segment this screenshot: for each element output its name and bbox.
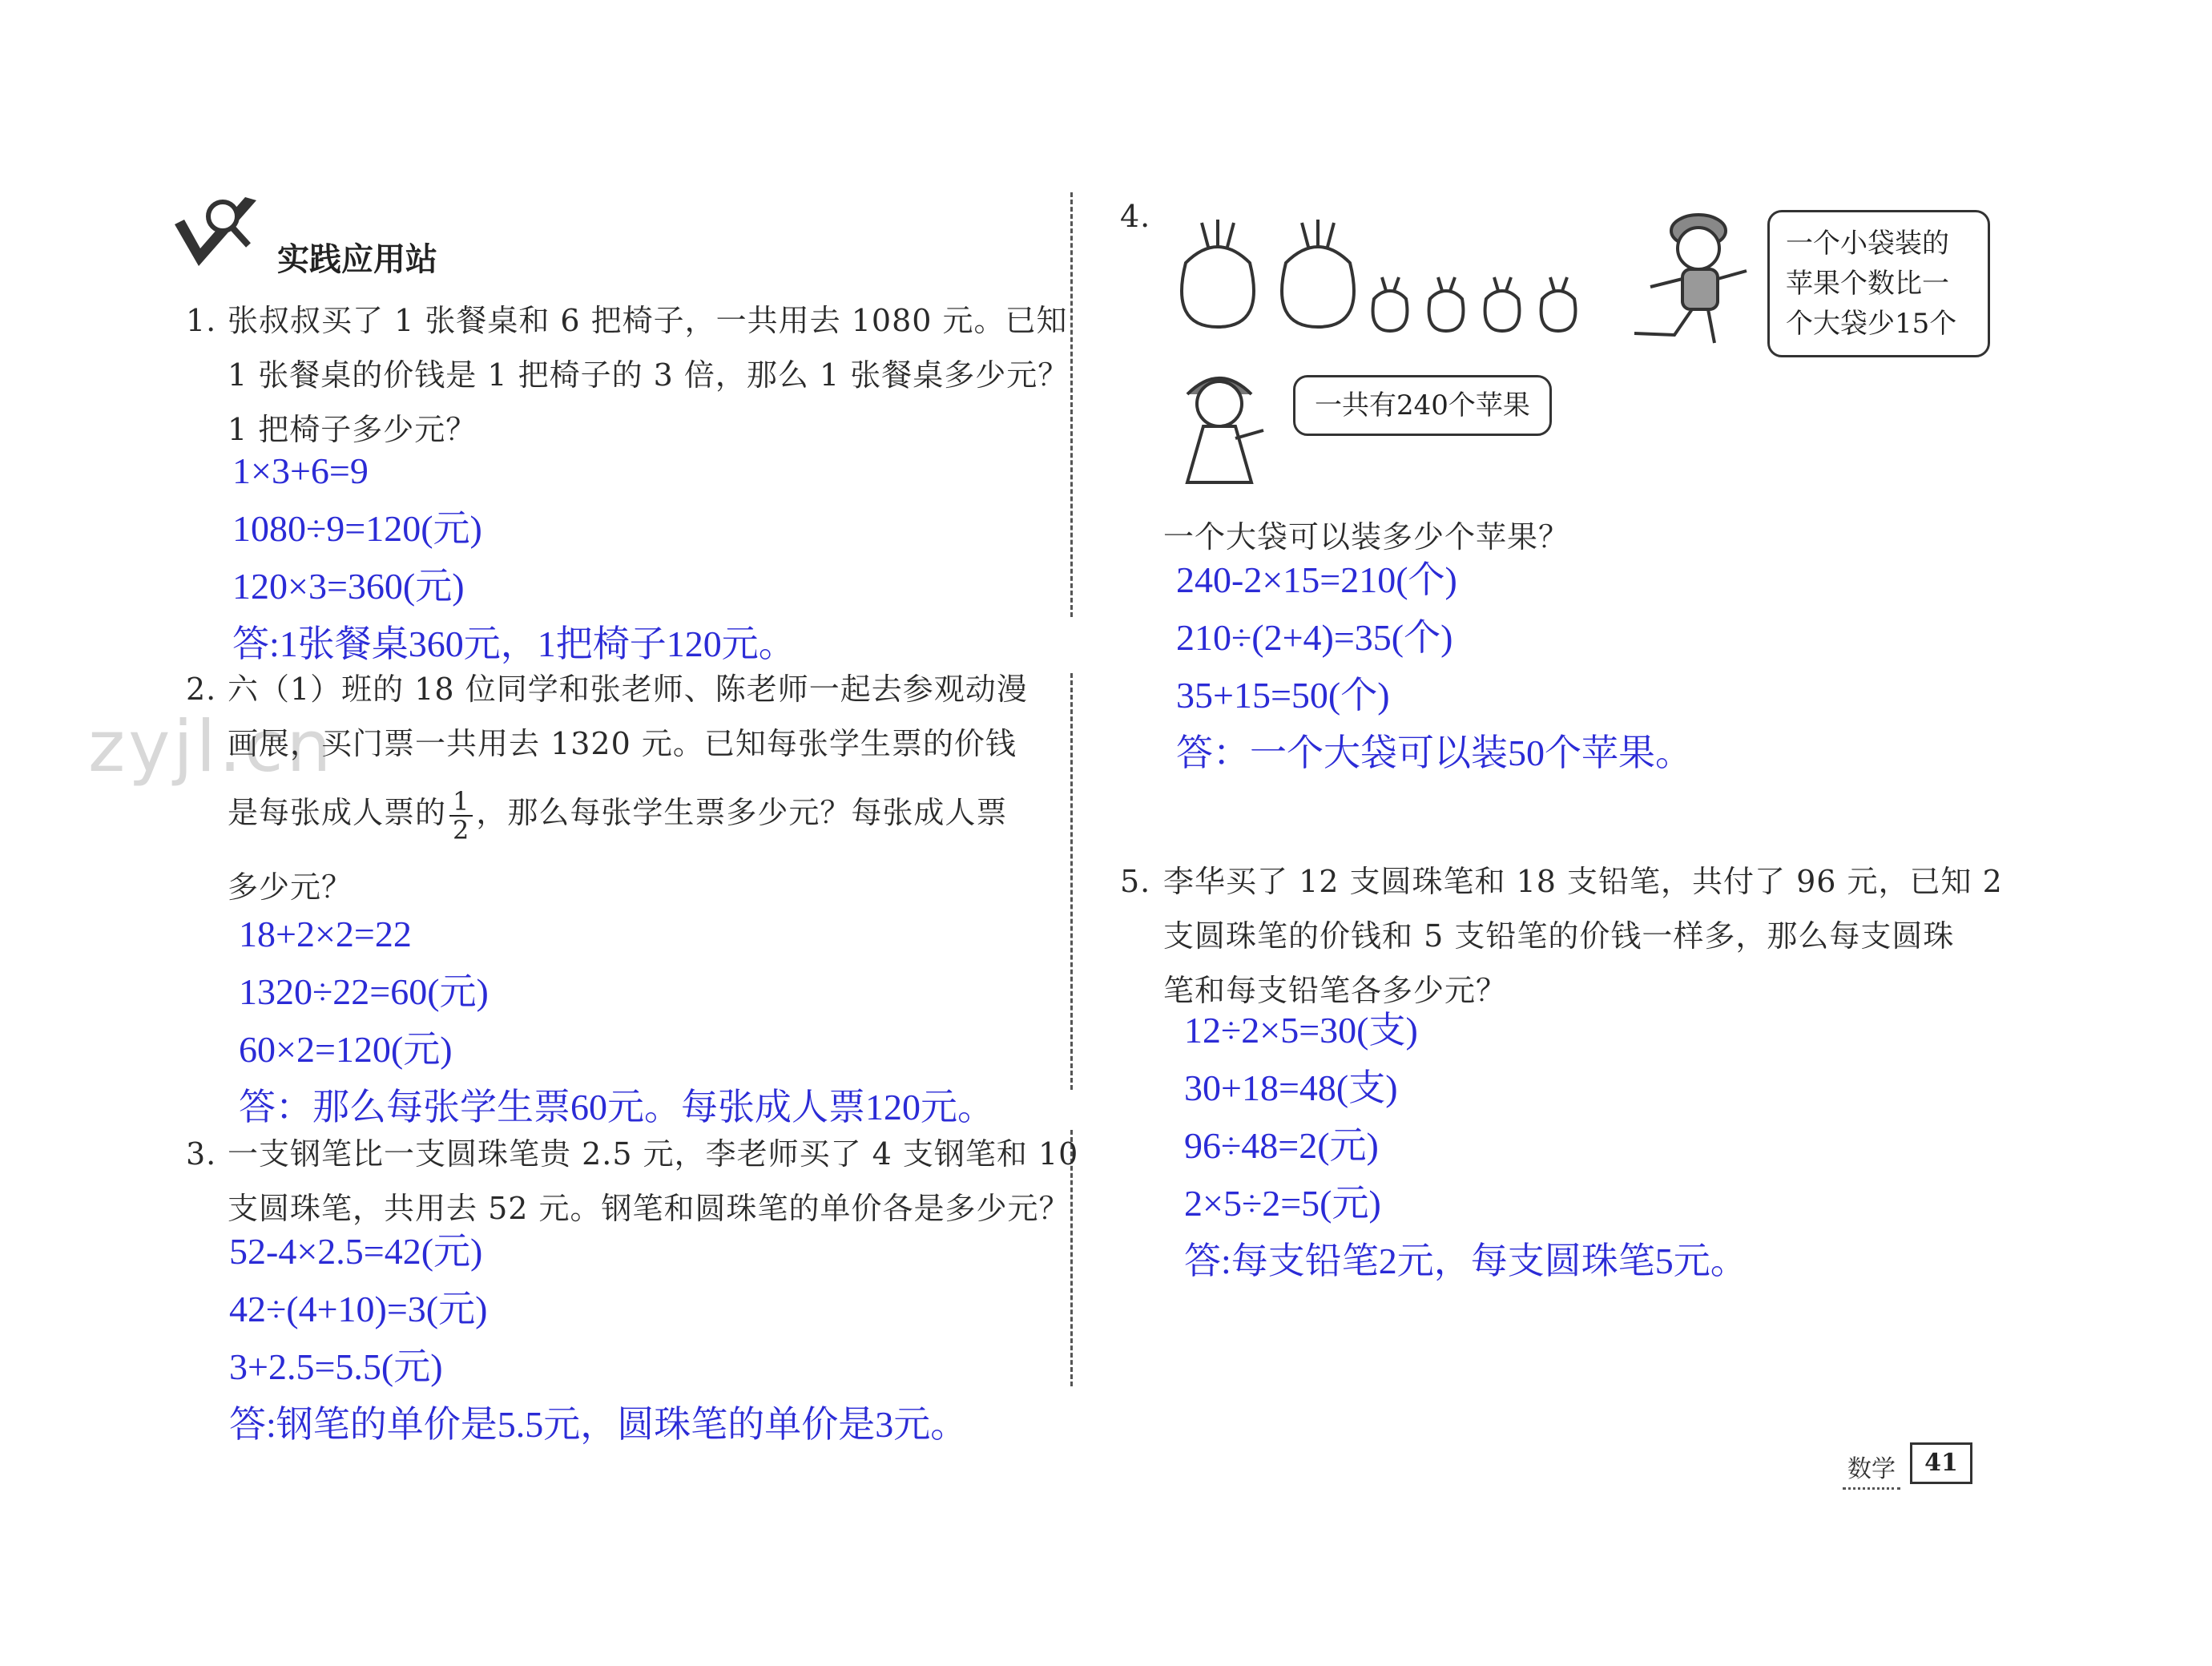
problem-2-line3-before: 是每张成人票的	[228, 795, 447, 830]
problem-4-answers	[1176, 551, 1692, 782]
fraction-numerator: 1	[449, 788, 473, 817]
problem-3-line: 一支钢笔比一支圆珠笔贵 2.5 元，李老师买了 4 支钢笔和 10	[228, 1136, 1079, 1172]
answer-line: 3+2.5=5.5(元)	[229, 1346, 443, 1387]
problem-1-number: 1.	[186, 303, 217, 338]
problem-3-number: 3.	[186, 1136, 217, 1172]
answer-line: 96÷48=2(元)	[1184, 1125, 1379, 1166]
answer-line: 35+15=50(个)	[1176, 675, 1390, 716]
column-divider	[1070, 673, 1073, 1090]
answer-line: 240-2×15=210(个)	[1176, 559, 1457, 600]
answer-line: 答:钢笔的单价是5.5元，圆珠笔的单价是3元。	[229, 1404, 968, 1445]
answer-line: 2×5÷2=5(元)	[1184, 1183, 1381, 1224]
page-number: 41	[1910, 1442, 1972, 1484]
answer-line: 12÷2×5=30(支)	[1184, 1010, 1418, 1051]
answer-line: 18+2×2=22	[239, 914, 412, 954]
girl-character-icon	[1171, 362, 1275, 490]
answer-line: 30+18=48(支)	[1184, 1067, 1398, 1108]
answer-line: 52-4×2.5=42(元)	[229, 1231, 483, 1272]
problem-3-answers	[229, 1223, 967, 1454]
problem-3-text	[228, 1127, 1078, 1236]
bubble-line: 一个小袋装的	[1786, 228, 1949, 260]
problem-2-line: 画展，买门票一共用去 1320 元。已知每张学生票的价钱	[228, 726, 1017, 761]
problem-2-line3-after: ，那么每张学生票多少元？每张成人票	[476, 795, 1008, 830]
problem-1-answers	[232, 442, 796, 673]
bubble-line: 苹果个数比一	[1786, 268, 1949, 300]
problem-4-number: 4.	[1120, 199, 1151, 234]
column-divider	[1070, 192, 1073, 617]
apple-bags-illustration	[1170, 215, 1634, 335]
bubble-line: 个大袋少15个	[1786, 308, 1957, 340]
fraction-denominator: 2	[453, 814, 470, 845]
bubble-text: 一共有240个苹果	[1315, 389, 1530, 422]
answer-line: 答：一个大袋可以装50个苹果。	[1176, 732, 1692, 773]
problem-5-number: 5.	[1120, 864, 1151, 899]
problem-4-question: 一个大袋可以装多少个苹果？	[1163, 519, 1570, 555]
footer-subject: 数学	[1843, 1449, 1900, 1490]
problem-2-line	[228, 785, 1028, 844]
problem-2-line: 多少元？	[228, 869, 353, 905]
boy-character-icon	[1618, 199, 1755, 351]
answer-line: 1×3+6=9	[232, 450, 369, 491]
fraction	[449, 785, 473, 845]
problem-5-text	[1163, 854, 2003, 1018]
problem-5-line: 李华买了 12 支圆珠笔和 18 支铅笔，共付了 96 元，已知 2	[1163, 864, 2003, 899]
answer-line: 1320÷22=60(元)	[239, 971, 489, 1012]
problem-2-number: 2.	[186, 672, 217, 707]
answer-line: 1080÷9=120(元)	[232, 508, 482, 549]
answer-line: 60×2=120(元)	[239, 1029, 453, 1070]
answer-line: 210÷(2+4)=35(个)	[1176, 617, 1453, 658]
section-title: 实践应用站	[277, 241, 437, 278]
speech-bubble-boy	[1767, 210, 1990, 357]
answer-line: 答：那么每张学生票60元。每张成人票120元。	[239, 1087, 994, 1127]
answer-line: 42÷(4+10)=3(元)	[229, 1289, 488, 1329]
magnifier-check-icon	[168, 192, 264, 272]
problem-1-text	[228, 293, 1069, 457]
speech-bubble-girl	[1293, 375, 1552, 436]
watermark: zyjl.cn	[88, 705, 335, 788]
answer-line: 答:每支铅笔2元，每支圆珠笔5元。	[1184, 1240, 1747, 1281]
problem-2-text	[228, 662, 1028, 914]
problem-2-line: 六（1）班的 18 位同学和张老师、陈老师一起去参观动漫	[228, 672, 1028, 707]
problem-3-line: 支圆珠笔，共用去 52 元。钢笔和圆珠笔的单价各是多少元？	[228, 1191, 1070, 1226]
problem-1-line: 1 把椅子多少元？	[228, 412, 477, 447]
problem-5-line: 笔和每支铅笔各多少元？	[1163, 973, 1508, 1008]
answer-line: 120×3=360(元)	[232, 566, 465, 607]
problem-5-answers	[1184, 1002, 1747, 1290]
problem-1-line: 张叔叔买了 1 张餐桌和 6 把椅子，一共用去 1080 元。已知	[228, 303, 1068, 338]
answer-line: 答:1张餐桌360元，1把椅子120元。	[232, 623, 796, 664]
problem-5-line: 支圆珠笔的价钱和 5 支铅笔的价钱一样多，那么每支圆珠	[1163, 918, 1955, 954]
problem-1-line: 1 张餐桌的价钱是 1 把椅子的 3 倍，那么 1 张餐桌多少元？	[228, 357, 1070, 393]
problem-2-answers	[239, 906, 994, 1136]
